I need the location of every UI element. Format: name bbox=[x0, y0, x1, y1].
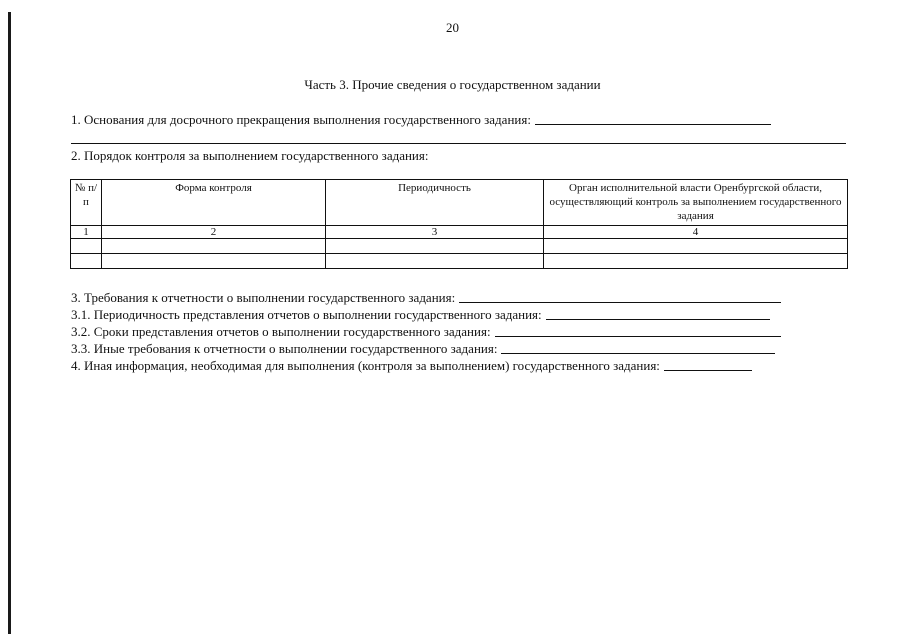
control-table bbox=[70, 179, 848, 269]
item-reporting-periodicity bbox=[71, 307, 770, 323]
item-early-termination-blank bbox=[535, 123, 771, 125]
col-number-4: 4 bbox=[544, 226, 848, 239]
item-reporting-deadlines bbox=[71, 324, 781, 340]
item-other-information-label: 4. Иная информация, необходимая для выполнения (контроля за выполнением) государственного задания: bbox=[71, 358, 660, 373]
item-other-reporting bbox=[71, 341, 775, 357]
item-other-information-blank bbox=[664, 369, 752, 371]
item-early-termination bbox=[71, 112, 771, 128]
col-number-3: 3 bbox=[326, 226, 544, 239]
item-reporting-requirements bbox=[71, 290, 781, 306]
item-other-information bbox=[71, 358, 752, 374]
page-number: 20 bbox=[446, 20, 459, 35]
table-cell bbox=[71, 239, 102, 254]
item-reporting-deadlines-blank bbox=[495, 335, 781, 337]
item-reporting-periodicity-blank bbox=[546, 318, 770, 320]
item-control-procedure bbox=[71, 148, 428, 164]
table-cell bbox=[102, 254, 326, 269]
header-control-authority: Орган исполнительной власти Оренбургской области, осуществляющий контроль за выполнением государственного задания bbox=[544, 180, 848, 226]
page-left-edge bbox=[8, 12, 11, 634]
header-periodicity: Периодичность bbox=[326, 180, 544, 226]
table-cell bbox=[102, 239, 326, 254]
table-cell bbox=[326, 254, 544, 269]
col-number-1: 1 bbox=[71, 226, 102, 239]
table-cell bbox=[544, 254, 848, 269]
item-early-termination-label: 1. Основания для досрочного прекращения выполнения государственного задания: bbox=[71, 112, 531, 127]
table-cell bbox=[326, 239, 544, 254]
item-other-reporting-label: 3.3. Иные требования к отчетности о выполнении государственного задания: bbox=[71, 341, 498, 356]
section-heading: Часть 3. Прочие сведения о государственном задании bbox=[304, 77, 601, 92]
continuation-rule bbox=[71, 143, 846, 144]
item-other-reporting-blank bbox=[501, 352, 775, 354]
item-reporting-requirements-label: 3. Требования к отчетности о выполнении государственного задания: bbox=[71, 290, 456, 305]
header-control-form: Форма контроля bbox=[102, 180, 326, 226]
col-number-2: 2 bbox=[102, 226, 326, 239]
item-reporting-requirements-blank bbox=[459, 301, 781, 303]
item-reporting-deadlines-label: 3.2. Сроки представления отчетов о выполнении государственного задания: bbox=[71, 324, 491, 339]
table-numbering-row bbox=[71, 226, 848, 239]
table-cell bbox=[71, 254, 102, 269]
table-cell bbox=[544, 239, 848, 254]
item-control-procedure-label: 2. Порядок контроля за выполнением государственного задания: bbox=[71, 148, 429, 163]
table-row bbox=[71, 239, 848, 254]
header-number: № п/п bbox=[71, 180, 102, 226]
table-row bbox=[71, 254, 848, 269]
item-reporting-periodicity-label: 3.1. Периодичность представления отчетов о выполнении государственного задания: bbox=[71, 307, 542, 322]
table-header-row bbox=[71, 180, 848, 226]
